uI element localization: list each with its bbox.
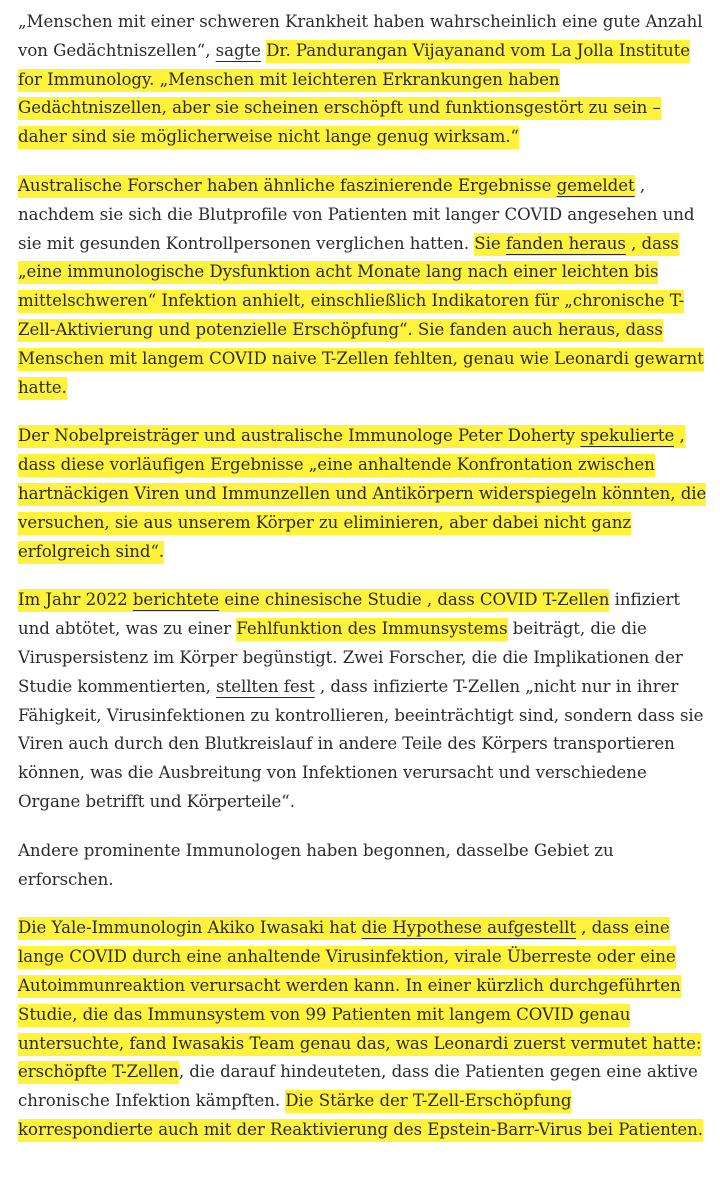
highlighted-text: , dass diese vorläufigen Ergebnisse „eine anhaltende Konfrontation zwischen hartnäckigen Viren und Immunzellen und Antikörpern widerspiegeln könnten, die versuchen, sie aus unserem Körper zu eliminieren, aber dabei nicht ganz erfolgreich sind“. xyxy=(18,425,706,563)
highlighted-text: Die Yale-Immunologin Akiko Iwasaki hat xyxy=(18,917,362,940)
highlighted-text: eine chinesische Studie , dass COVID T-Zellen xyxy=(219,589,609,612)
body-text: Andere prominente Immunologen haben begonnen, dasselbe Gebiet zu erforschen. xyxy=(18,840,614,889)
highlighted-text: , dass „eine immunologische Dysfunktion acht Monate lang nach einer leichten bis mittelschweren“ Infektion anhielt, einschließlich Indikatoren für „chronische T-Zell-Aktivierung und potenzielle Erschöpfung“. Sie fanden auch heraus, dass Menschen mit langem COVID naive T-Zellen fehlten, genau wie Leonardi gewarnt hatte. xyxy=(18,233,704,400)
body-text: infiziert und abtötet, was zu einer xyxy=(18,590,681,639)
body-text: beiträgt, die die Viruspersistenz im Körper begünstigt. Zwei Forscher, die die Implikationen der Studie kommentierten, xyxy=(18,619,683,696)
body-text: , dass infizierte T-Zellen „nicht nur in ihrer Fähigkeit, Virusinfektionen zu kontrollieren, beeinträchtigt sind, sondern dass sie Viren auch durch den Blutkreislauf in andere Teile des Körpers transportieren können, was die Ausbreitung von Infektionen verursacht und verschiedene Organe betrifft und Körperteile“. xyxy=(18,676,704,811)
highlighted-text: Dr. Pandurangan Vijayanand vom La Jolla Institute for Immunology. „Menschen mit leichteren Erkrankungen haben Gedächtniszellen, aber sie scheinen erschöpft und funktionsgestört zu sein – daher sind sie möglicherweise nicht lange genug wirksam.“ xyxy=(18,40,690,149)
article-paragraph xyxy=(18,422,708,566)
inline-link[interactable]: sagte xyxy=(215,40,261,60)
highlighted-text: Der Nobelpreisträger und australische Immunologe Peter Doherty xyxy=(18,425,580,448)
highlighted-text: Im Jahr 2022 xyxy=(18,589,133,612)
body-text: , nachdem sie sich die Blutprofile von Patienten mit langer COVID angesehen und sie mit gesunden Kontrollpersonen verglichen hatten. xyxy=(18,175,695,253)
article-paragraph xyxy=(18,8,708,152)
highlighted-text: Australische Forscher haben ähnliche faszinierende Ergebnisse xyxy=(18,175,557,198)
article-body xyxy=(18,8,708,1165)
inline-link[interactable]: spekulierte xyxy=(580,425,674,448)
highlighted-text: Die Stärke der T-Zell-Erschöpfung korrespondierte auch mit der Reaktivierung des Epstein-Barr-Virus bei Patienten. xyxy=(18,1090,703,1142)
article-paragraph xyxy=(18,837,708,895)
inline-link[interactable]: stellten fest xyxy=(216,676,315,696)
inline-link[interactable]: gemeldet xyxy=(557,175,635,198)
article-paragraph xyxy=(18,172,708,402)
article-paragraph xyxy=(18,586,708,816)
highlighted-text: , dass eine lange COVID durch eine anhaltende Virusinfektion, virale Überreste oder eine Autoimmunreaktion verursacht werden kann. In einer kürzlich durchgeführten Studie, die das Immunsystem von 99 Patienten mit langem COVID genau untersuchte, fand Iwasakis Team genau das, was Leonardi zuerst vermutet hatte: erschöpfte T-Zellen xyxy=(18,917,701,1084)
inline-link[interactable]: die Hypothese aufgestellt xyxy=(362,917,576,940)
body-text: , die darauf hindeuteten, dass die Patienten gegen eine aktive chronische Infektion kämpften. xyxy=(18,1062,698,1111)
body-text: „Menschen mit einer schweren Krankheit haben wahrscheinlich eine gute Anzahl von Gedächtniszellen“, xyxy=(18,12,703,60)
inline-link[interactable]: berichtete xyxy=(133,589,219,612)
article-paragraph xyxy=(18,914,708,1144)
highlighted-text: Sie xyxy=(474,233,506,256)
highlighted-text: Fehlfunktion des Immunsystems xyxy=(236,618,507,641)
inline-link[interactable]: fanden heraus xyxy=(506,233,626,256)
